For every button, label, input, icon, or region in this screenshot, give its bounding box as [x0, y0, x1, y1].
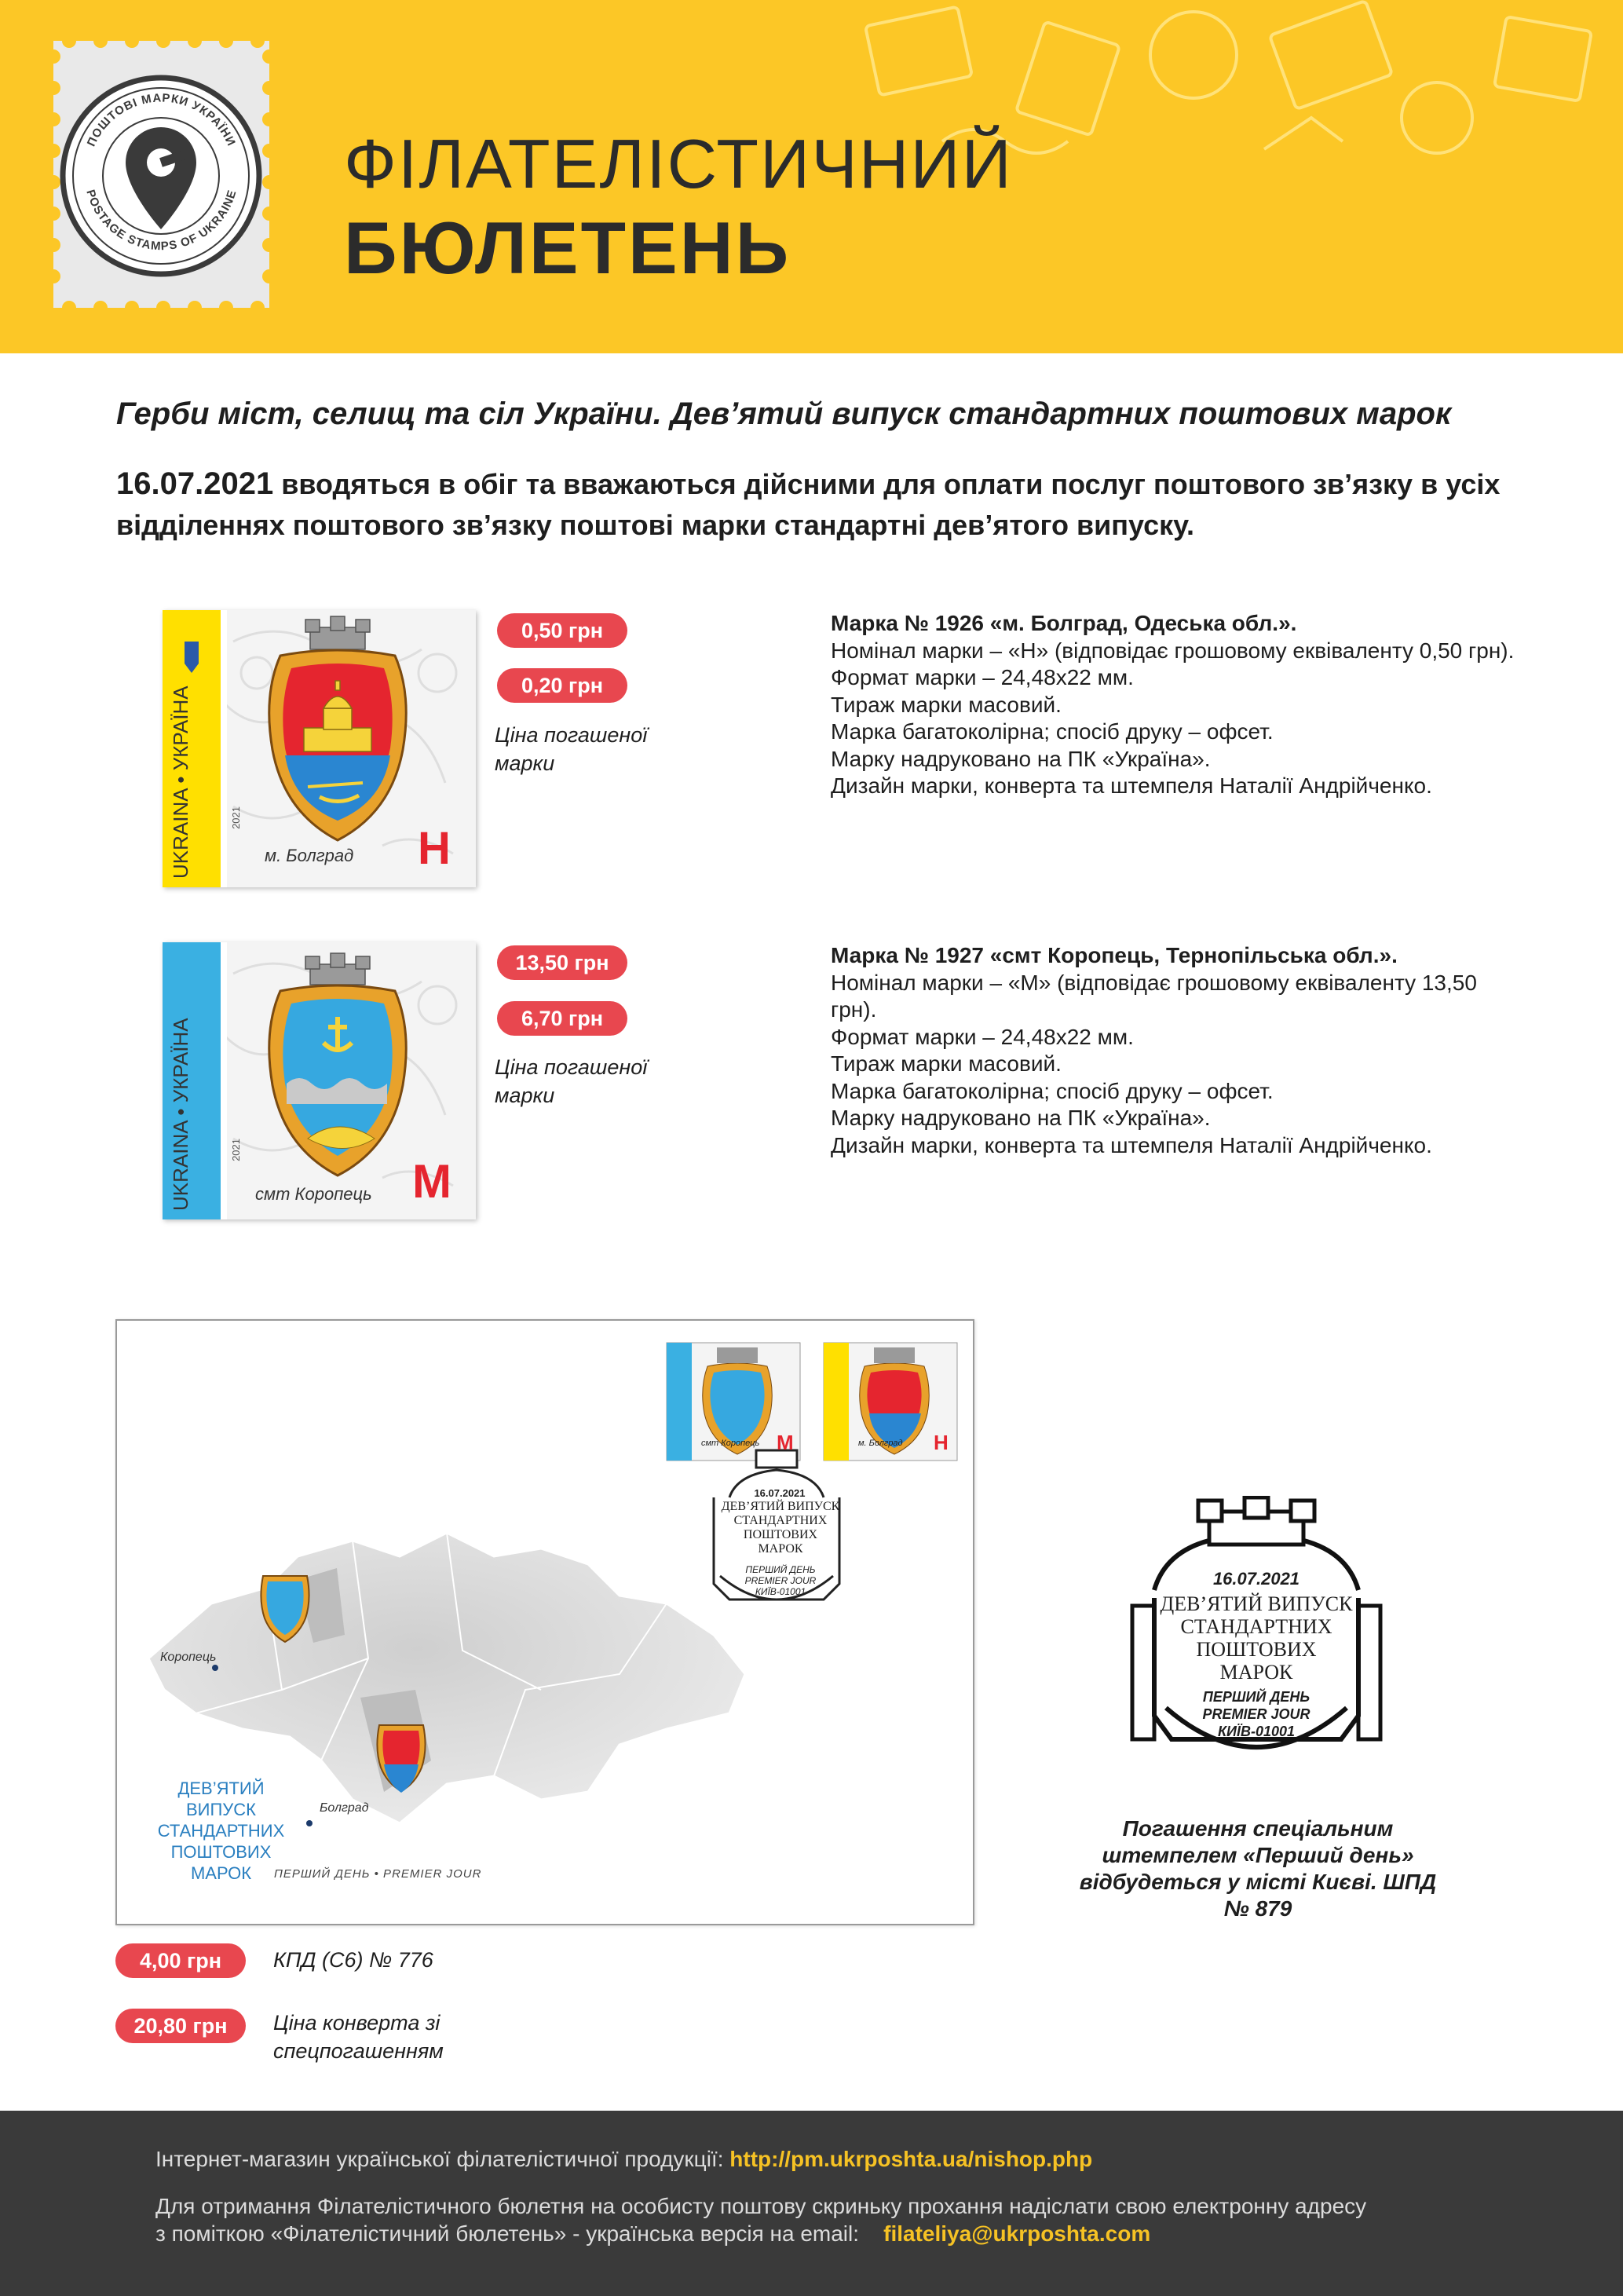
cover-cancelled-note: Ціна конверта зі спецпогашенням	[273, 2011, 444, 2063]
cover-postmark-title-line: ДЕВ’ЯТИЙ ВИПУСК	[721, 1500, 840, 1513]
postmark-title-line: МАРОК	[1219, 1661, 1293, 1684]
cover-issue-title-line: ВИПУСК	[186, 1800, 256, 1819]
intro-text: вводяться в обіг та вважаються дійсними для оплати послуг поштового зв’язку в усіх відділеннях поштового зв’язку поштові марки стандартні дев’ятого випуску.	[116, 468, 1501, 541]
first-day-cover	[115, 1319, 974, 1925]
cancelled-note: Ціна погашеної марки	[495, 1055, 648, 1107]
stamp-description-1927	[831, 942, 1522, 1159]
price-cancelled: 0,20 грн	[497, 668, 627, 703]
stamp-country-text: UKRAINA • УКРАЇНА	[169, 1018, 192, 1211]
intro-paragraph	[116, 463, 1530, 546]
stamp-city-caption: м. Болград	[265, 846, 354, 865]
logo-bottom-text: POSTAGE STAMPS OF UKRAINE	[83, 188, 239, 254]
header-banner	[0, 0, 1623, 353]
stamp-detail: Марка багатоколірна; спосіб друку – офсет.	[831, 719, 1274, 744]
stamp-detail: Дизайн марки, конверта та штемпеля Наталії Андрійченко.	[831, 773, 1432, 798]
postmark-footer	[1178, 1688, 1335, 1740]
cover-stamp2-caption: м. Болград	[858, 1439, 903, 1448]
intro-date: 16.07.2021	[116, 466, 274, 501]
cover-first-day-label: ПЕРШИЙ ДЕНЬ • PREMIER JOUR	[274, 1867, 482, 1881]
cover-postmark-title	[714, 1500, 847, 1556]
postmark-caption: Погашення спеціальним штемпелем «Перший день» відбудеться у місті Києві. ШПД № 879	[1079, 1816, 1437, 1921]
bulletin-title-line1: ФІЛАТЕЛІСТИЧНИЙ	[344, 125, 1013, 203]
cover-postmark-title-line: СТАНДАРТНИХ	[733, 1514, 828, 1527]
stamp-heading: Марка № 1926 «м. Болград, Одеська обл.».	[831, 611, 1297, 635]
map-label-koropets: Коропець	[160, 1651, 217, 1664]
stamp-year: 2021	[230, 1139, 242, 1161]
cover-postmark-premier-jour: PREMIER JOUR	[744, 1575, 817, 1586]
price-cover-cancelled: 20,80 грн	[115, 2009, 246, 2043]
cancelled-note: Ціна погашеної марки	[495, 723, 648, 775]
stamp-detail: Тираж марки масовий.	[831, 692, 1062, 717]
postmark-premier-jour: PREMIER JOUR	[1202, 1706, 1310, 1722]
stamp-city-caption: смт Коропець	[255, 1184, 372, 1204]
stamp-detail: Марку надруковано на ПК «Україна».	[831, 746, 1211, 771]
stamp-detail: Номінал марки – «Н» (відповідає грошовому еквіваленту 0,50 грн).	[831, 638, 1515, 663]
stamp-detail: Марку надруковано на ПК «Україна».	[831, 1106, 1211, 1130]
cover-postmark-title-line: ПОШТОВИХ	[743, 1528, 818, 1541]
postmark-title-line: СТАНДАРТНИХ	[1180, 1615, 1332, 1638]
footer-shop-label: Інтернет-магазин української філателістичної продукції:	[155, 2147, 730, 2171]
postmark-date: 16.07.2021	[1212, 1569, 1300, 1589]
stamp-country-text: UKRAINA • УКРАЇНА	[169, 686, 192, 879]
stamp-detail: Номінал марки – «М» (відповідає грошовому еквіваленту 13,50 грн).	[831, 970, 1477, 1022]
cover-postmark-first-day: ПЕРШИЙ ДЕНЬ	[745, 1564, 816, 1575]
cover-postmark-city-code: КИЇВ-01001	[755, 1586, 806, 1597]
cover-stamp1-letter: М	[777, 1431, 794, 1454]
postmark-first-day: ПЕРШИЙ ДЕНЬ	[1202, 1689, 1310, 1705]
stamp-letter: М	[412, 1155, 451, 1208]
map-label-bolhrad: Болград	[320, 1801, 369, 1815]
stamp-year: 2021	[230, 806, 242, 829]
svg-text:POSTAGE STAMPS OF UKRAINE	[83, 188, 239, 254]
cover-postmark-footer	[714, 1564, 847, 1597]
stamp-koropets	[163, 942, 476, 1219]
stamp-detail: Тираж марки масовий.	[831, 1051, 1062, 1076]
bulletin-title-line2: БЮЛЕТЕНЬ	[344, 207, 791, 289]
cover-postmark-title-line: МАРОК	[758, 1542, 803, 1556]
cover-issue-title-line: СТАНДАРТНИХ	[157, 1821, 285, 1841]
stamp-detail: Марка багатоколірна; спосіб друку – офсет.	[831, 1078, 1274, 1103]
issue-subtitle: Герби міст, селищ та сіл України. Дев’ятий випуск стандартних поштових марок	[116, 397, 1452, 431]
cover-issue-title-line: ПОШТОВИХ	[170, 1842, 272, 1862]
logo-ring-text	[53, 41, 269, 308]
stamp-detail: Формат марки – 24,48х22 мм.	[831, 1024, 1134, 1049]
stamp-description-1926	[831, 610, 1522, 800]
footer	[0, 2111, 1623, 2296]
logo-top-text: ПОШТОВІ МАРКИ УКРАЇНИ	[84, 91, 239, 149]
price-face-value: 0,50 грн	[497, 613, 627, 648]
cover-number-note: КПД (С6) № 776	[273, 1948, 433, 1972]
cover-postmark-date: 16.07.2021	[754, 1487, 806, 1499]
footer-subscribe-line2	[155, 2221, 1150, 2247]
footer-shop-link[interactable]: http://pm.ukrposhta.ua/nishop.php	[729, 2147, 1093, 2171]
svg-text:ПОШТОВІ МАРКИ УКРАЇНИ	[85, 91, 238, 148]
postmark-title-line: ДЕВ’ЯТИЙ ВИПУСК	[1160, 1592, 1353, 1615]
stamp-heading: Марка № 1927 «смт Коропець, Тернопільська обл.».	[831, 943, 1398, 967]
footer-subscribe-text: з поміткою «Філателістичний бюлетень» - українська версія на email:	[155, 2221, 884, 2246]
stamp-detail: Дизайн марки, конверта та штемпеля Наталії Андрійченко.	[831, 1132, 1432, 1157]
price-face-value: 13,50 грн	[497, 945, 627, 980]
postmark-title	[1154, 1592, 1358, 1684]
footer-email-link[interactable]: filateliya@ukrposhta.com	[883, 2221, 1151, 2246]
footer-subscribe-line1: Для отримання Філателістичного бюлетня на особисту поштову скриньку прохання надіслати свою електронну адресу	[155, 2194, 1367, 2218]
price-cancelled: 6,70 грн	[497, 1001, 627, 1036]
postmark-city-code: КИЇВ-01001	[1217, 1724, 1296, 1739]
cover-issue-title-line: ДЕВ’ЯТИЙ	[177, 1779, 265, 1798]
footer-shop-line	[155, 2147, 1092, 2172]
cover-issue-title-line: МАРОК	[190, 1863, 252, 1883]
cover-stamp2-letter: Н	[934, 1431, 949, 1454]
cover-stamp1-caption: смт Коропець	[701, 1439, 760, 1448]
stamp-bolhrad	[163, 610, 476, 887]
stamp-detail: Формат марки – 24,48х22 мм.	[831, 665, 1134, 689]
stamp-letter: Н	[418, 823, 451, 874]
postmark-title-line: ПОШТОВИХ	[1196, 1638, 1317, 1661]
price-cover: 4,00 грн	[115, 1943, 246, 1978]
